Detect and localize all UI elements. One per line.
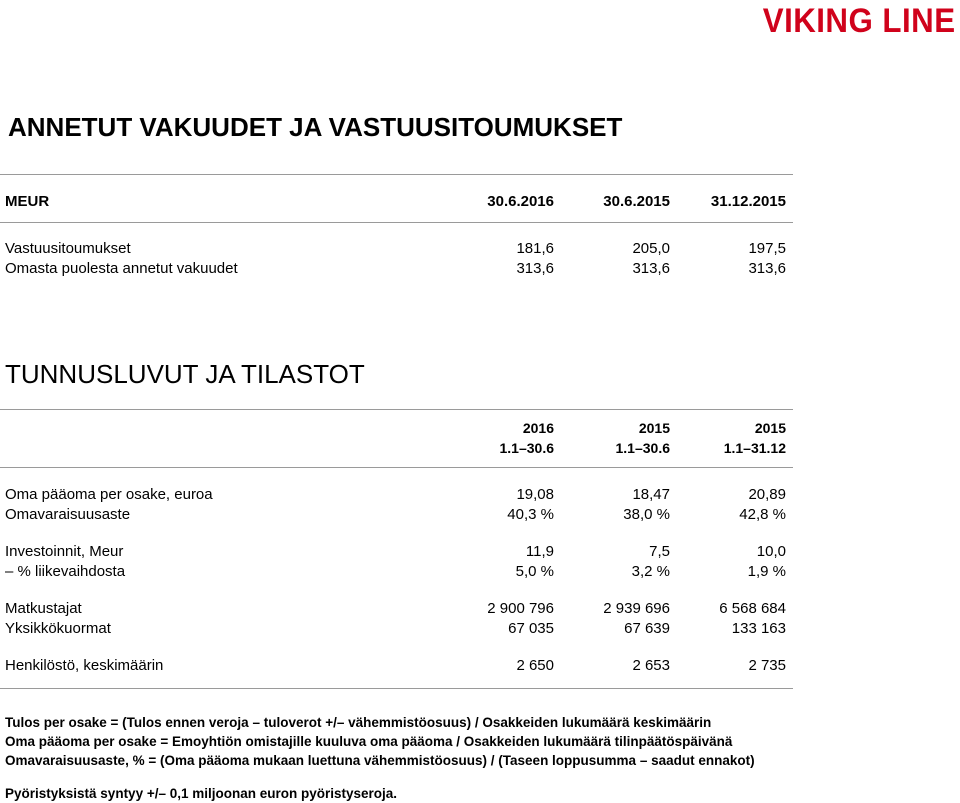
- row-value: 6 568 684: [719, 600, 786, 617]
- header-year-1: 2016: [522, 420, 554, 436]
- row-label: Investoinnit, Meur: [5, 543, 124, 560]
- section-title-key-figures: TUNNUSLUVUT JA TILASTOT: [5, 359, 365, 389]
- row-value: 1,9 %: [747, 563, 786, 580]
- row-value: 3,2 %: [631, 563, 670, 580]
- row-value: 5,0 %: [515, 563, 554, 580]
- table-row: [0, 542, 800, 562]
- table-row: [0, 239, 800, 259]
- header-col-1: 30.6.2016: [487, 193, 554, 210]
- row-value: 19,08: [516, 486, 554, 503]
- row-value: 67 639: [624, 620, 670, 637]
- divider: [0, 467, 793, 468]
- table-row: [0, 505, 800, 525]
- header-period-3: 1.1–31.12: [723, 440, 786, 456]
- row-value: 38,0 %: [623, 506, 670, 523]
- table-row: [0, 599, 800, 619]
- row-label: Omavaraisuusaste: [5, 506, 131, 523]
- header-year-2: 2015: [638, 420, 670, 436]
- footnote-rounding: Pyöristyksistä syntyy +/– 0,1 miljoonan euron pyöristyseroja.: [5, 786, 398, 801]
- table-header-years: [0, 418, 800, 438]
- table-row: [0, 562, 800, 582]
- row-value: 133 163: [731, 620, 786, 637]
- footnote-equity-ratio: Omavaraisuusaste, % = (Oma pääoma mukaan luettuna vähemmistöosuus) / (Taseen loppusumma – saadut ennakot): [5, 753, 755, 768]
- row-label: Omasta puolesta annetut vakuudet: [5, 260, 238, 277]
- viking-line-logo: VIKING LINE: [763, 2, 956, 40]
- footnote-equity-per-share: Oma pääoma per osake = Emoyhtiön omistajille kuuluva oma pääoma / Osakkeiden lukumäärä tilinpäätöspäivänä: [5, 734, 733, 749]
- row-label: – % liikevaihdosta: [5, 563, 126, 580]
- row-label: Oma pääoma per osake, euroa: [5, 486, 213, 503]
- row-value: 18,47: [632, 486, 670, 503]
- row-value: 2 900 796: [487, 600, 554, 617]
- row-value: 20,89: [748, 486, 786, 503]
- table-header-row: [0, 192, 800, 212]
- table-row: [0, 656, 800, 676]
- table-row: [0, 485, 800, 505]
- row-value: 313,6: [748, 260, 786, 277]
- header-period-2: 1.1–30.6: [615, 440, 670, 456]
- row-value: 2 653: [632, 657, 670, 674]
- table-row: [0, 259, 800, 279]
- row-value: 42,8 %: [739, 506, 786, 523]
- row-value: 11,9: [525, 543, 554, 560]
- row-value: 2 650: [516, 657, 554, 674]
- row-value: 10,0: [756, 543, 786, 560]
- row-value: 181,6: [516, 240, 554, 257]
- row-value: 205,0: [632, 240, 670, 257]
- header-year-3: 2015: [754, 420, 786, 436]
- row-value: 2 735: [748, 657, 786, 674]
- table-row: [0, 619, 800, 639]
- row-label: Matkustajat: [5, 600, 82, 617]
- header-period-1: 1.1–30.6: [499, 440, 554, 456]
- table-header-periods: [0, 438, 800, 458]
- header-col-2: 30.6.2015: [603, 193, 670, 210]
- row-value: 67 035: [508, 620, 554, 637]
- row-value: 313,6: [632, 260, 670, 277]
- footnote-eps: Tulos per osake = (Tulos ennen veroja – tuloverot +/– vähemmistöosuus) / Osakkeiden lukumäärä keskimäärin: [5, 715, 712, 730]
- divider: [0, 409, 793, 410]
- divider: [0, 222, 793, 223]
- divider: [0, 174, 793, 175]
- row-value: 313,6: [516, 260, 554, 277]
- row-value: 40,3 %: [507, 506, 554, 523]
- row-label: Vastuusitoumukset: [5, 240, 131, 257]
- row-label: Yksikkökuormat: [5, 620, 111, 637]
- section-title-guarantees: ANNETUT VAKUUDET JA VASTUUSITOUMUKSET: [8, 112, 623, 142]
- divider: [0, 688, 793, 689]
- row-value: 7,5: [649, 543, 670, 560]
- row-value: 2 939 696: [603, 600, 670, 617]
- header-label: MEUR: [5, 193, 50, 210]
- row-value: 197,5: [748, 240, 786, 257]
- header-col-3: 31.12.2015: [710, 193, 786, 210]
- row-label: Henkilöstö, keskimäärin: [5, 657, 164, 674]
